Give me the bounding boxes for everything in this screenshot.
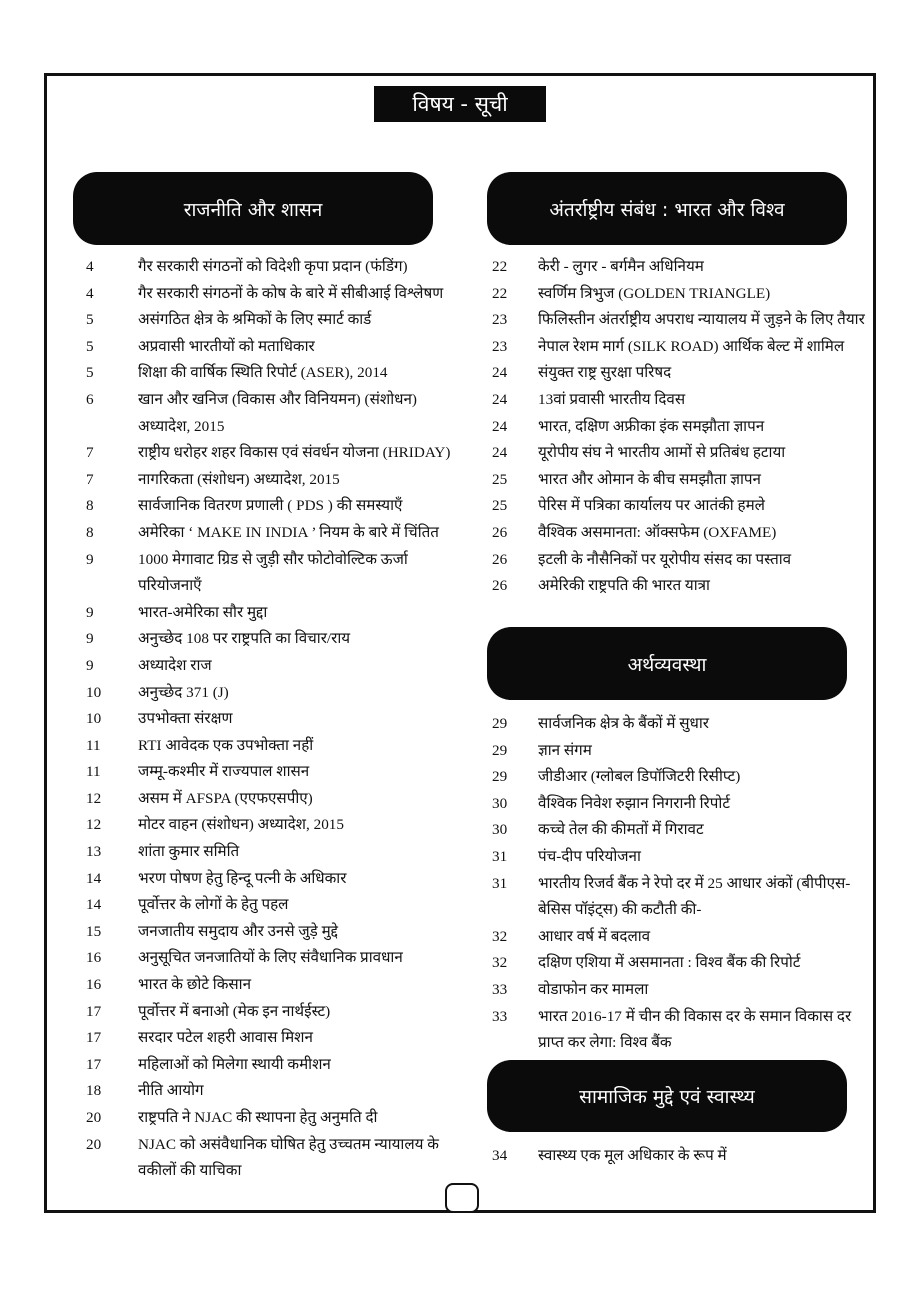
toc-entry[interactable] xyxy=(86,520,468,547)
page-number: 32 xyxy=(492,954,508,972)
toc-entry[interactable] xyxy=(86,972,468,999)
entry-title: RTI आवेदक एक उपभोक्ता नहीं xyxy=(138,736,314,754)
page-number: 12 xyxy=(86,789,102,807)
entry-title: 13वां प्रवासी भारतीय दिवस xyxy=(538,390,686,408)
entry-title: सार्वजनिक क्षेत्र के बैंकों में सुधार xyxy=(538,715,709,732)
page-number: 25 xyxy=(492,497,508,515)
toc-entry[interactable] xyxy=(492,950,868,977)
entry-title: यूरोपीय संघ ने भारतीय आमों से प्रतिबंध हटाया xyxy=(538,444,786,462)
toc-entry[interactable] xyxy=(492,871,868,924)
page-number: 8 xyxy=(86,523,94,541)
economy-list xyxy=(492,711,868,1057)
entry-title: ज्ञान संगम xyxy=(538,741,592,759)
entry-title: खान और खनिज (विकास और विनियमन) (संशोधन) अध्यादेश, 2015 xyxy=(138,390,417,435)
toc-entry[interactable] xyxy=(86,467,468,494)
page-number: 5 xyxy=(86,337,94,355)
toc-entry[interactable] xyxy=(492,467,868,494)
page-number: 7 xyxy=(86,470,94,488)
page-number: 8 xyxy=(86,497,94,515)
toc-entry[interactable] xyxy=(492,711,868,738)
page-number: 17 xyxy=(86,1029,102,1047)
toc-entry[interactable] xyxy=(86,334,468,361)
toc-entry[interactable] xyxy=(86,626,468,653)
entry-title: अमेरिकी राष्ट्रपति की भारत यात्रा xyxy=(538,577,710,595)
entry-title: कच्चे तेल की कीमतों में गिरावट xyxy=(538,821,704,839)
social-list xyxy=(492,1143,868,1170)
politics-list xyxy=(86,254,468,1185)
toc-entry[interactable] xyxy=(492,1143,868,1170)
toc-entry[interactable] xyxy=(492,360,868,387)
page-number: 17 xyxy=(86,1002,102,1020)
toc-entry[interactable] xyxy=(492,493,868,520)
page-number: 33 xyxy=(492,980,508,998)
toc-entry[interactable] xyxy=(86,680,468,707)
entry-title: भारत, दक्षिण अफ्रीका इंक समझौता ज्ञापन xyxy=(538,417,765,435)
page-number: 11 xyxy=(86,736,101,754)
entry-title: संयुक्त राष्ट्र सुरक्षा परिषद xyxy=(538,364,672,382)
page-number: 20 xyxy=(86,1109,102,1126)
entry-title: अनुसूचित जनजातियों के लिए संवैधानिक प्रावधान xyxy=(138,949,403,967)
page-number: 25 xyxy=(492,470,508,488)
page-number: 23 xyxy=(492,337,508,355)
page-number: 24 xyxy=(492,444,508,462)
toc-entry[interactable] xyxy=(86,786,468,813)
entry-title: दक्षिण एशिया में असमानता : विश्व बैंक की रिपोर्ट xyxy=(538,954,801,972)
toc-entry[interactable] xyxy=(86,999,468,1026)
page-number: 14 xyxy=(86,896,102,914)
entry-title: 1000 मेगावाट ग्रिड से जुड़ी सौर फोटोवोल्टिक ऊर्जा परियोजनाएँ xyxy=(138,550,408,595)
entry-title: जीडीआर (ग्लोबल डिपॉजिटरी रिसीप्ट) xyxy=(538,768,741,786)
page-number: 5 xyxy=(86,311,94,329)
page-number: 9 xyxy=(86,603,94,621)
entry-title: नीति आयोग xyxy=(138,1082,204,1100)
toc-entry[interactable] xyxy=(86,839,468,866)
toc-entry[interactable] xyxy=(492,254,868,281)
entry-title: शांता कुमार समिति xyxy=(138,843,240,861)
page-number: 14 xyxy=(86,869,102,887)
entry-title: वैश्विक निवेश रुझान निगरानी रिपोर्ट xyxy=(538,794,730,812)
toc-entry[interactable] xyxy=(86,1132,468,1185)
entry-title: अप्रवासी भारतीयों को मताधिकार xyxy=(138,337,315,355)
section-heading-politics: राजनीति और शासन xyxy=(73,172,433,245)
toc-entry[interactable] xyxy=(86,307,468,334)
entry-title: भारत-अमेरिका सौर मुद्दा xyxy=(138,603,268,621)
toc-entry[interactable] xyxy=(86,653,468,680)
page-number: 34 xyxy=(492,1147,508,1164)
toc-entry[interactable] xyxy=(492,520,868,547)
page-number: 4 xyxy=(86,258,94,275)
page-number: 12 xyxy=(86,816,102,834)
page-number: 11 xyxy=(86,763,101,781)
page-number: 31 xyxy=(492,874,508,892)
toc-entry[interactable] xyxy=(492,977,868,1004)
entry-title: गैर सरकारी संगठनों को विदेशी कृपा प्रदान (फंडिंग) xyxy=(138,258,408,275)
entry-title: सरदार पटेल शहरी आवास मिशन xyxy=(138,1029,313,1047)
page-number: 13 xyxy=(86,843,102,861)
entry-title: भरण पोषण हेतु हिन्दू पत्नी के अधिकार xyxy=(138,869,347,887)
page-number: 33 xyxy=(492,1007,508,1025)
toc-entry[interactable] xyxy=(86,387,468,440)
toc-entry[interactable] xyxy=(492,844,868,871)
toc-entry[interactable] xyxy=(86,866,468,893)
entry-title: उपभोक्ता संरक्षण xyxy=(138,710,233,728)
toc-entry[interactable] xyxy=(492,440,868,467)
entry-title: भारत और ओमान के बीच समझौता ज्ञापन xyxy=(538,470,761,488)
page-number: 16 xyxy=(86,949,102,967)
toc-entry[interactable] xyxy=(492,764,868,791)
page-number: 7 xyxy=(86,444,94,462)
toc-entry[interactable] xyxy=(492,387,868,414)
toc-entry[interactable] xyxy=(86,547,468,600)
toc-entry[interactable] xyxy=(86,1105,468,1132)
entry-title: पूर्वोत्तर में बनाओ (मेक इन नार्थईस्ट) xyxy=(138,1002,331,1020)
entry-title: इटली के नौसैनिकों पर यूरोपीय संसद का पस्ताव xyxy=(538,550,792,568)
entry-title: राष्ट्रपति ने NJAC की स्थापना हेतु अनुमति दी xyxy=(138,1109,378,1126)
entry-title: जम्मू-कश्मीर में राज्यपाल शासन xyxy=(138,763,310,781)
entry-title: सार्वजानिक वितरण प्रणाली ( PDS ) की समस्याएँ xyxy=(138,497,403,515)
toc-entry[interactable] xyxy=(492,281,868,308)
entry-title: जनजातीय समुदाय और उनसे जुड़े मुद्दे xyxy=(138,922,339,940)
page-number: 17 xyxy=(86,1055,102,1073)
entry-title: असम में AFSPA (एएफएसपीए) xyxy=(138,789,313,807)
page-number: 16 xyxy=(86,976,102,994)
page-number: 30 xyxy=(492,794,508,812)
entry-title: अनुच्छेद 108 पर राष्ट्रपति का विचार/राय xyxy=(138,630,351,648)
page-number: 22 xyxy=(492,258,508,275)
page-number: 23 xyxy=(492,311,508,329)
entry-title: फिलिस्तीन अंतर्राष्ट्रीय अपराध न्यायालय में जुड़ने के लिए तैयार xyxy=(538,311,865,329)
entry-title: नागरिकता (संशोधन) अध्यादेश, 2015 xyxy=(138,470,340,488)
page-number: 30 xyxy=(492,821,508,839)
section-heading-international: अंतर्राष्ट्रीय संबंध : भारत और विश्व xyxy=(487,172,847,245)
toc-entry[interactable] xyxy=(86,892,468,919)
toc-entry[interactable] xyxy=(86,1078,468,1105)
entry-title: भारत के छोटे किसान xyxy=(138,976,251,994)
toc-entry[interactable] xyxy=(86,440,468,467)
entry-title: राष्ट्रीय धरोहर शहर विकास एवं संवर्धन योजना (HRIDAY) xyxy=(138,444,451,462)
toc-entry[interactable] xyxy=(492,1004,868,1057)
toc-entry[interactable] xyxy=(86,945,468,972)
entry-title: आधार वर्ष में बदलाव xyxy=(538,927,651,945)
page-number: 9 xyxy=(86,550,94,568)
toc-entry[interactable] xyxy=(492,414,868,441)
toc-entry[interactable] xyxy=(492,334,868,361)
entry-title: वैश्विक असमानता: ऑक्सफेम (OXFAME) xyxy=(538,523,777,541)
entry-title: मोटर वाहन (संशोधन) अध्यादेश, 2015 xyxy=(138,816,344,834)
page-number: 6 xyxy=(86,390,94,408)
page-number: 15 xyxy=(86,922,102,940)
entry-title: NJAC को असंवैधानिक घोषित हेतु उच्चतम न्यायालय के वकीलों की याचिका xyxy=(138,1135,439,1180)
international-list xyxy=(492,254,868,600)
entry-title: अध्यादेश राज xyxy=(138,656,212,674)
entry-title: पंच-दीप परियोजना xyxy=(538,847,641,865)
toc-entry[interactable] xyxy=(86,1025,468,1052)
toc-entry[interactable] xyxy=(492,307,868,334)
toc-entry[interactable] xyxy=(492,738,868,765)
entry-title: महिलाओं को मिलेगा स्थायी कमीशन xyxy=(138,1055,331,1073)
page-number: 29 xyxy=(492,715,508,732)
entry-title: गैर सरकारी संगठनों के कोष के बारे में सीबीआई विश्लेषण xyxy=(138,284,444,302)
entry-title: स्वास्थ्य एक मूल अधिकार के रूप में xyxy=(538,1147,727,1164)
toc-entry[interactable] xyxy=(492,547,868,574)
toc-entry[interactable] xyxy=(86,733,468,760)
page-number: 10 xyxy=(86,710,102,728)
entry-title: असंगठित क्षेत्र के श्रमिकों के लिए स्मार्ट कार्ड xyxy=(138,311,372,329)
page-number: 5 xyxy=(86,364,94,382)
entry-title: अमेरिका ‘ MAKE IN INDIA ’ नियम के बारे में चिंतित xyxy=(138,523,439,541)
toc-entry[interactable] xyxy=(86,706,468,733)
entry-title: स्वर्णिम त्रिभुज (GOLDEN TRIANGLE) xyxy=(538,284,771,302)
page-number: 24 xyxy=(492,364,508,382)
page-number-box xyxy=(445,1183,479,1213)
page-number: 24 xyxy=(492,390,508,408)
toc-entry[interactable] xyxy=(86,1052,468,1079)
entry-title: शिक्षा की वार्षिक स्थिति रिपोर्ट (ASER), 2014 xyxy=(138,364,388,382)
page-number: 24 xyxy=(492,417,508,435)
toc-entry[interactable] xyxy=(86,600,468,627)
toc-entry[interactable] xyxy=(492,573,868,600)
toc-entry[interactable] xyxy=(86,493,468,520)
toc-entry[interactable] xyxy=(492,791,868,818)
section-heading-social: सामाजिक मुद्दे एवं स्वास्थ्य xyxy=(487,1060,847,1132)
entry-title: केरी - लुगर - बर्गमैन अधिनियम xyxy=(538,258,704,275)
page-number: 22 xyxy=(492,284,508,302)
page-number: 26 xyxy=(492,577,508,595)
page-number: 31 xyxy=(492,847,508,865)
toc-entry[interactable] xyxy=(86,254,468,281)
section-heading-economy: अर्थव्यवस्था xyxy=(487,627,847,700)
page-number: 26 xyxy=(492,523,508,541)
page-number: 29 xyxy=(492,741,508,759)
entry-title: भारतीय रिजर्व बैंक ने रेपो दर में 25 आधार अंकों (बीपीएस-बेसिस पॉइंट्स) की कटौती की- xyxy=(538,874,851,919)
toc-entry[interactable] xyxy=(492,924,868,951)
page-number: 9 xyxy=(86,656,94,674)
page-number: 4 xyxy=(86,284,94,302)
toc-entry[interactable] xyxy=(86,281,468,308)
page-number: 29 xyxy=(492,768,508,786)
toc-entry[interactable] xyxy=(86,759,468,786)
page-number: 9 xyxy=(86,630,94,648)
entry-title: अनुच्छेद 371 (J) xyxy=(138,683,229,701)
page-number: 18 xyxy=(86,1082,102,1100)
entry-title: वोडाफोन कर मामला xyxy=(538,980,649,998)
entry-title: नेपाल रेशम मार्ग (SILK ROAD) आर्थिक बेल्ट में शामिल xyxy=(538,337,845,355)
toc-entry[interactable] xyxy=(86,360,468,387)
entry-title: पूर्वोत्तर के लोगों के हेतु पहल xyxy=(138,896,289,914)
page-number: 20 xyxy=(86,1135,102,1153)
toc-entry[interactable] xyxy=(86,812,468,839)
toc-entry[interactable] xyxy=(86,919,468,946)
toc-entry[interactable] xyxy=(492,817,868,844)
page-number: 32 xyxy=(492,927,508,945)
page-number: 10 xyxy=(86,683,102,701)
page-title: विषय - सूची xyxy=(374,86,546,122)
entry-title: पेरिस में पत्रिका कार्यालय पर आतंकी हमले xyxy=(538,497,765,515)
page-number: 26 xyxy=(492,550,508,568)
entry-title: भारत 2016-17 में चीन की विकास दर के समान विकास दर प्राप्त कर लेगा: विश्व बैंक xyxy=(538,1007,852,1052)
